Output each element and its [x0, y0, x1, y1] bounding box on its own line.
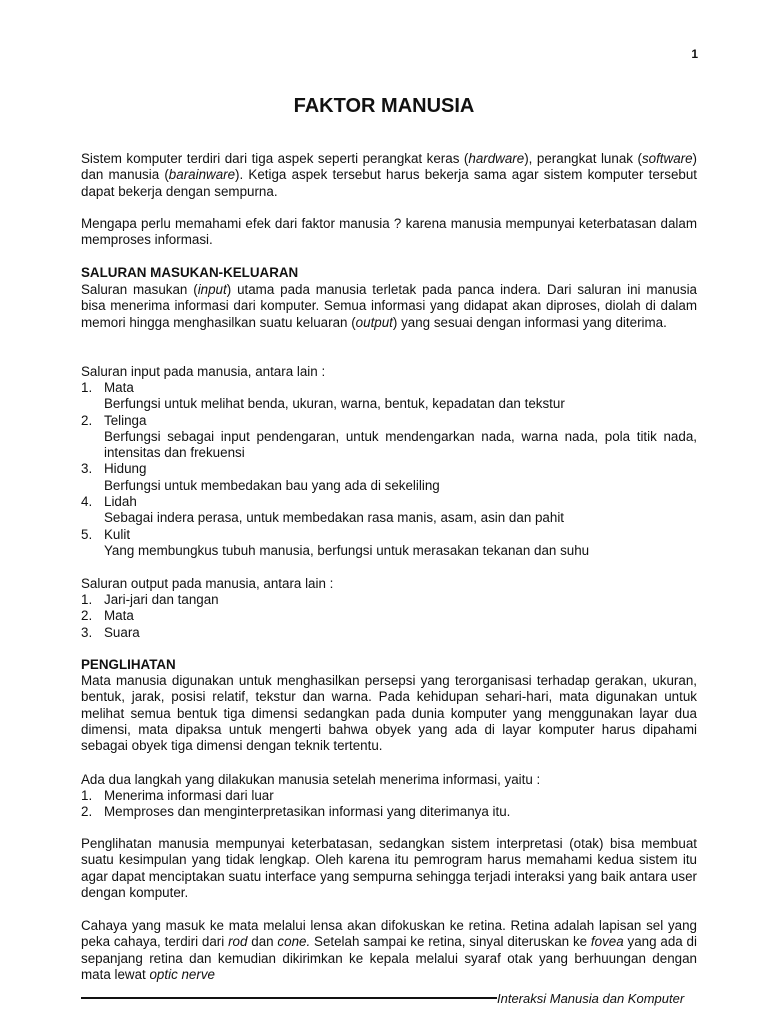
saluran-paragraph: Saluran masukan (input) utama pada manusia terletak pada panca indera. Dari saluran ini manusia bisa menerima informasi dari komputer. Semua informasi yang didapat akan diproses, diolah di dalam memori hingga menghasilkan suatu keluaran (output) yang sesuai dengan informasi yang diterima. — [81, 282, 697, 330]
steps-intro: Ada dua langkah yang dilakukan manusia setelah menerima informasi, yaitu : — [81, 772, 541, 787]
list-number: 2. — [81, 412, 93, 428]
list-item — [81, 461, 697, 477]
list-number: 1. — [81, 592, 93, 607]
list-item-text: Suara — [104, 624, 140, 640]
list-item-name: Kulit — [104, 526, 131, 542]
penglihatan-paragraph-2: Penglihatan manusia mempunyai keterbatasan, sedangkan sistem interpretasi (otak) bisa membuat suatu kesimpulan yang tidak lengkap. Oleh karena itu pemrogram harus memahami kedua sistem itu agar dapat menciptakan suatu interface yang sempurna sehingga terjadi interaksi yang baik antara user dengan komputer. — [81, 836, 697, 900]
list-item-name: Hidung — [104, 461, 147, 477]
list-item — [81, 804, 697, 820]
list-item-desc: Berfungsi untuk membedakan bau yang ada di sekeliling — [104, 477, 440, 493]
intro-paragraph-1: Sistem komputer terdiri dari tiga aspek seperti perangkat keras (hardware), perangkat lunak (software) dan manusia (barainware). Ketiga aspek tersebut harus bekerja sama agar sistem komputer tersebut dapat bekerja dengan sempurna. — [81, 151, 698, 199]
list-number: 5. — [81, 526, 93, 542]
list-item-desc: Berfungsi sebagai input pendengaran, untuk mendengarkan nada, warna nada, pola titik nada, intensitas dan frekuensi — [104, 428, 697, 461]
footer-text: Interaksi Manusia dan Komputer — [497, 991, 685, 1006]
list-item-desc: Sebagai indera perasa, untuk membedakan rasa manis, asam, asin dan pahit — [104, 510, 565, 526]
input-channel-list — [81, 380, 697, 559]
output-channel-list — [81, 592, 697, 641]
list-number: 4. — [81, 494, 93, 510]
list-number: 2. — [81, 804, 93, 820]
list-item-name: Telinga — [104, 412, 147, 428]
page-title: FAKTOR MANUSIA — [293, 95, 475, 117]
steps-list — [81, 788, 697, 821]
list-item-text: Menerima informasi dari luar — [104, 788, 274, 803]
list-item — [81, 413, 697, 429]
list-item-text: Mata — [104, 608, 134, 624]
penglihatan-paragraph-3: Cahaya yang masuk ke mata melalui lensa akan difokuskan ke retina. Retina adalah lapisan sel yang peka cahaya, terdiri dari rod dan cone. Setelah sampai ke retina, sinyal diteruskan ke fovea yang ada di sepanjang retina dan kemudian dikirimkan ke kepala melalui syaraf otak yang berhuungan dengan mata lewat optic nerve — [81, 918, 697, 982]
page-number: 1 — [691, 47, 698, 61]
output-channels-intro: Saluran output pada manusia, antara lain : — [81, 576, 334, 591]
section-heading-saluran: SALURAN MASUKAN-KELUARAN — [81, 265, 299, 280]
list-number: 1. — [81, 380, 93, 395]
footer-rule — [81, 997, 497, 999]
list-item — [81, 527, 697, 543]
list-item — [81, 592, 697, 608]
list-number: 2. — [81, 608, 93, 624]
list-item-desc: Yang membungkus tubuh manusia, berfungsi untuk merasakan tekanan dan suhu — [104, 542, 590, 558]
section-heading-penglihatan: PENGLIHATAN — [81, 657, 176, 672]
list-number: 3. — [81, 624, 93, 640]
list-item-text: Memproses dan menginterpretasikan informasi yang diterimanya itu. — [104, 804, 511, 820]
list-number: 1. — [81, 788, 93, 803]
list-item-name: Mata — [104, 380, 134, 395]
list-item — [81, 788, 697, 804]
list-item — [81, 625, 697, 641]
input-channels-intro: Saluran input pada manusia, antara lain : — [81, 364, 326, 379]
list-item-name: Lidah — [104, 494, 137, 510]
list-item — [81, 608, 697, 624]
list-item-desc: Berfungsi untuk melihat benda, ukuran, warna, bentuk, kepadatan dan tekstur — [104, 396, 565, 412]
intro-paragraph-2: Mengapa perlu memahami efek dari faktor manusia ? karena manusia mempunyai keterbatasan dalam memproses informasi. — [81, 216, 697, 248]
list-item — [81, 494, 697, 510]
penglihatan-paragraph-1: Mata manusia digunakan untuk menghasilkan persepsi yang terorganisasi terhadap gerakan, ukuran, bentuk, jarak, posisi relatif, tekstur dan warna. Pada kehidupan sehari-hari, mata digunakan untuk melihat semua bentuk tiga dimensi sedangkan pada dunia komputer yang menggunakan layar dua dimensi, mata dipaksa untuk mengerti bahwa obyek yang ada di layar komputer harus dipahami sebagai obyek tiga dimensi dengan teknik tertentu. — [81, 673, 697, 754]
list-item-text: Jari-jari dan tangan — [104, 592, 219, 607]
list-number: 3. — [81, 461, 93, 477]
list-item — [81, 380, 697, 396]
